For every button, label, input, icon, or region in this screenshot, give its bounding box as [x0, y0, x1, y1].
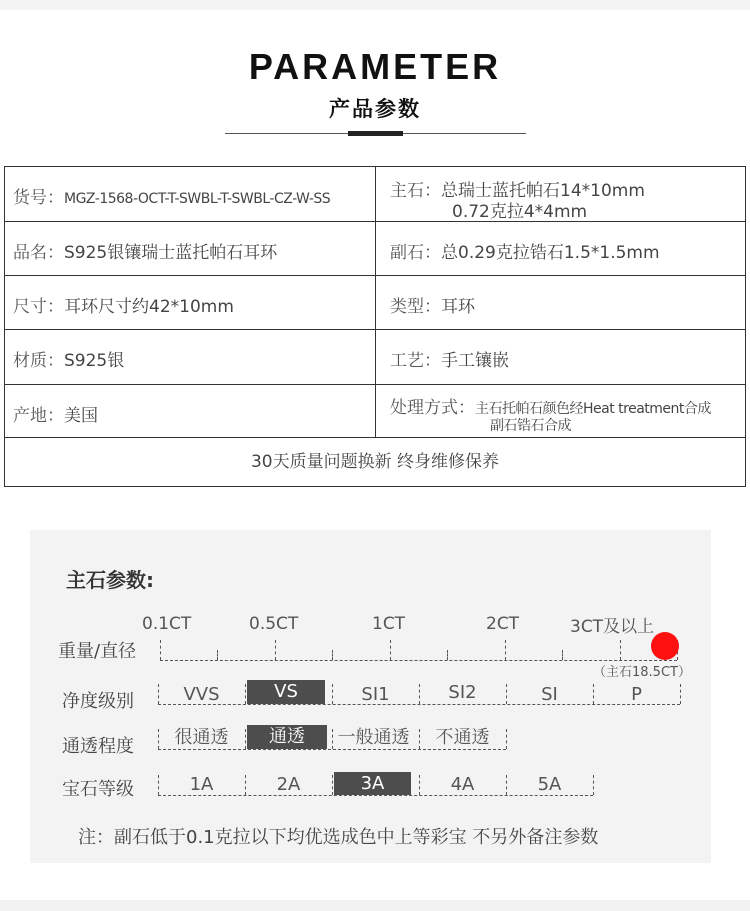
transparency-option-selected: 通透 — [247, 725, 327, 749]
transparency-label: 通透程度 — [62, 736, 134, 757]
transparency-option: 一般通透 — [337, 727, 410, 748]
spec-title: 主石参数: — [66, 568, 154, 592]
sku-label: 货号： — [13, 188, 64, 208]
weight-marker — [651, 632, 679, 660]
weight-scale-tick — [390, 640, 391, 660]
table-row — [5, 167, 745, 222]
table-cell — [376, 167, 745, 221]
table-cell — [5, 330, 376, 384]
weight-scale-tick — [447, 650, 448, 660]
grade-divider — [593, 775, 594, 795]
origin-value: 美国 — [64, 406, 98, 426]
side-stone-note: 注：副石低于0.1克拉以下均优选成色中上等彩宝 不另外备注参数 — [78, 827, 599, 848]
table-cell — [5, 222, 376, 275]
material-label: 材质： — [13, 351, 64, 371]
weight-scale-tick — [505, 640, 506, 660]
warranty-text: 30天质量问题换新 终身维修保养 — [250, 452, 500, 472]
grade-scale-line — [158, 795, 593, 796]
craft-value: 手工镶嵌 — [441, 351, 509, 371]
weight-tick: 2CT — [486, 614, 520, 634]
size-label: 尺寸： — [13, 297, 64, 317]
transparency-divider — [158, 729, 159, 749]
clarity-divider — [419, 684, 420, 704]
table-row — [5, 330, 745, 385]
grade-option: 2A — [276, 774, 301, 795]
grade-divider — [506, 775, 507, 795]
transparency-option: 很通透 — [174, 727, 229, 748]
clarity-option: P — [631, 684, 642, 705]
treatment-value: 主石托帕石颜色经Heat treatment合成 — [475, 401, 711, 417]
weight-scale-tick — [275, 640, 276, 660]
section-subtitle: 产品参数 — [329, 97, 421, 121]
transparency-scale-line — [158, 749, 506, 750]
grade-label: 宝石等级 — [62, 779, 134, 800]
weight-scale-tick — [620, 640, 621, 660]
treatment-value-2: 副石锆石合成 — [490, 418, 571, 434]
clarity-divider — [680, 684, 681, 704]
weight-scale-tick — [217, 650, 218, 660]
top-strip — [0, 0, 750, 10]
material-value: S925银 — [64, 351, 125, 371]
transparency-divider — [506, 729, 507, 749]
table-row — [5, 276, 745, 330]
type-value: 耳环 — [441, 297, 475, 317]
weight-tick: 1CT — [372, 614, 406, 634]
clarity-option: SI — [541, 684, 558, 705]
main-stone-value: 总瑞士蓝托帕石14*10mm — [441, 181, 645, 201]
origin-label: 产地： — [13, 406, 64, 426]
clarity-divider — [593, 684, 594, 704]
transparency-divider — [245, 729, 246, 749]
grade-divider — [332, 775, 333, 795]
side-stone-label: 副石： — [390, 243, 441, 263]
grade-option: 4A — [450, 774, 475, 795]
grade-divider — [245, 775, 246, 795]
clarity-option-selected: VS — [247, 680, 325, 704]
craft-label: 工艺： — [390, 351, 441, 371]
clarity-divider — [245, 684, 246, 704]
title-underline-accent — [348, 131, 403, 136]
table-cell — [5, 385, 376, 437]
table-cell — [376, 385, 745, 437]
table-cell — [376, 330, 745, 384]
stone-spec-panel — [30, 530, 711, 863]
treatment-label: 处理方式： — [390, 398, 475, 418]
grade-divider — [158, 775, 159, 795]
grade-option-selected: 3A — [334, 772, 411, 795]
main-stone-label: 主石： — [390, 181, 441, 201]
table-cell — [376, 222, 745, 275]
grade-option: 5A — [537, 774, 562, 795]
clarity-divider — [158, 684, 159, 704]
clarity-divider — [506, 684, 507, 704]
grade-option: 1A — [189, 774, 214, 795]
table-row — [5, 385, 745, 438]
weight-label: 重量/直径 — [58, 641, 137, 662]
section-title: PARAMETER — [248, 46, 502, 87]
bottom-strip — [0, 900, 750, 911]
grade-divider — [419, 775, 420, 795]
clarity-option: SI1 — [361, 684, 390, 705]
table-row — [5, 222, 745, 276]
weight-marker-note: （主石18.5CT） — [593, 665, 691, 680]
table-cell — [5, 276, 376, 329]
weight-scale-tick — [160, 640, 161, 660]
parameter-table — [4, 166, 746, 487]
weight-tick: 0.5CT — [249, 614, 299, 634]
main-stone-value-2: 0.72克拉4*4mm — [452, 202, 588, 222]
product-name-value: S925银镶瑞士蓝托帕石耳环 — [64, 243, 278, 263]
side-stone-value: 总0.29克拉锆石1.5*1.5mm — [441, 243, 660, 263]
table-row — [5, 438, 745, 486]
size-value: 耳环尺寸约42*10mm — [64, 297, 234, 317]
clarity-option: VVS — [183, 684, 220, 705]
type-label: 类型： — [390, 297, 441, 317]
transparency-divider — [419, 729, 420, 749]
weight-scale-tick — [562, 650, 563, 660]
product-name-label: 品名： — [13, 243, 64, 263]
table-cell — [5, 167, 376, 221]
weight-tick: 0.1CT — [142, 614, 192, 634]
clarity-option: SI2 — [448, 682, 477, 703]
transparency-option: 不通透 — [435, 727, 490, 748]
weight-tick: 3CT及以上 — [570, 617, 655, 637]
weight-scale-tick — [332, 650, 333, 660]
table-cell — [376, 276, 745, 329]
clarity-label: 净度级别 — [62, 691, 134, 712]
clarity-divider — [332, 684, 333, 704]
sku-value: MGZ-1568-OCT-T-SWBL-T-SWBL-CZ-W-SS — [64, 191, 331, 207]
